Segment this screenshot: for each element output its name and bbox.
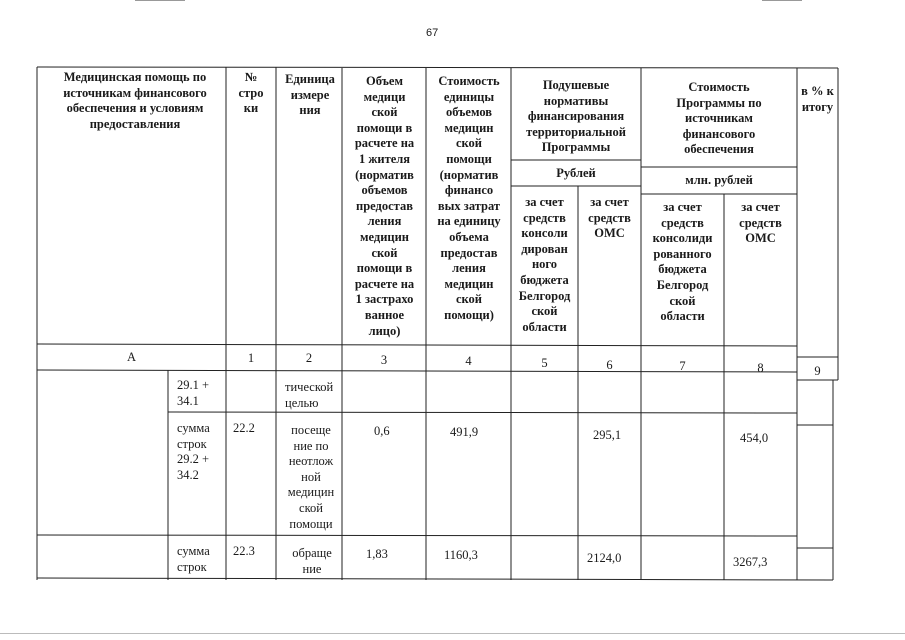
page-number: 67 xyxy=(426,27,439,39)
row-3-col-8: 3267,3 xyxy=(733,555,768,569)
header-col-unit: Единица измере ния xyxy=(285,72,335,118)
row-2-unit: посеще ние по неотлож ной медицин ской помощи xyxy=(287,423,335,531)
row-2-name: сумма строк 29.2 + 34.2 xyxy=(177,421,210,482)
index-cell-9: 9 xyxy=(814,364,821,378)
index-cell-1: 1 xyxy=(247,351,255,365)
index-cell-5: 5 xyxy=(541,356,548,370)
index-cell-7: 7 xyxy=(679,359,686,373)
row-2-col-8: 454,0 xyxy=(740,431,769,445)
row-2-number: 22.2 xyxy=(233,421,255,435)
row-3-name: сумма строк xyxy=(177,544,210,574)
header-col-number: № стро ки xyxy=(238,70,264,116)
index-cell-8: 8 xyxy=(757,361,764,375)
header-col-4: Стоимость единицы объемов медицин ской помощи (норматив финансо вых затрат на единицу объема предостав ления медицин ской помощи) xyxy=(437,74,501,322)
header-group-per-capita-unit: Рублей xyxy=(556,166,596,180)
row-1-unit: тической целью xyxy=(285,380,334,410)
index-cell-3: 3 xyxy=(380,353,388,367)
header-group-per-capita: Подушевые нормативы финансирования территориальной Программы xyxy=(526,78,626,155)
row-2-col-6: 295,1 xyxy=(593,428,622,442)
header-col-6: за счет средств ОМС xyxy=(588,195,631,241)
row-2-col-3: 0,6 xyxy=(374,424,390,438)
row-2-col-4: 491,9 xyxy=(450,425,479,439)
row-3-col-4: 1160,3 xyxy=(444,548,478,562)
header-col-8: за счет средств ОМС xyxy=(739,200,782,246)
index-cell-2: 2 xyxy=(305,351,313,365)
bottom-edge-line xyxy=(0,633,905,634)
header-group-cost-unit: млн. рублей xyxy=(685,173,753,187)
row-3-col-3: 1,83 xyxy=(366,547,388,561)
header-col-9: в % к итогу xyxy=(801,84,834,114)
header-col-a: Медицинская помощь по источникам финансового обеспечения и условиям предоставления xyxy=(63,70,207,131)
header-col-3: Объем медици ской помощи в расчете на 1 жителя (норматив объемов предостав ления медицин ской помощи в расчете на 1 застрахо ванное лицо) xyxy=(354,74,415,338)
header-group-cost: Стоимость Программы по источникам финансового обеспечения xyxy=(676,80,762,157)
row-3-col-6: 2124,0 xyxy=(587,551,622,565)
index-cell-a: А xyxy=(126,350,137,364)
row-3-unit: обраще ние xyxy=(292,546,332,576)
index-cell-6: 6 xyxy=(606,358,613,372)
row-1-name: 29.1 + 34.1 xyxy=(177,378,210,408)
header-col-5: за счет средств консоли дирован ного бюджета Белгород ской области xyxy=(518,195,571,334)
row-3-number: 22.3 xyxy=(233,544,255,558)
header-col-7: за счет средств консолиди рованного бюджета Белгород ской области xyxy=(652,200,713,324)
index-cell-4: 4 xyxy=(465,354,472,368)
